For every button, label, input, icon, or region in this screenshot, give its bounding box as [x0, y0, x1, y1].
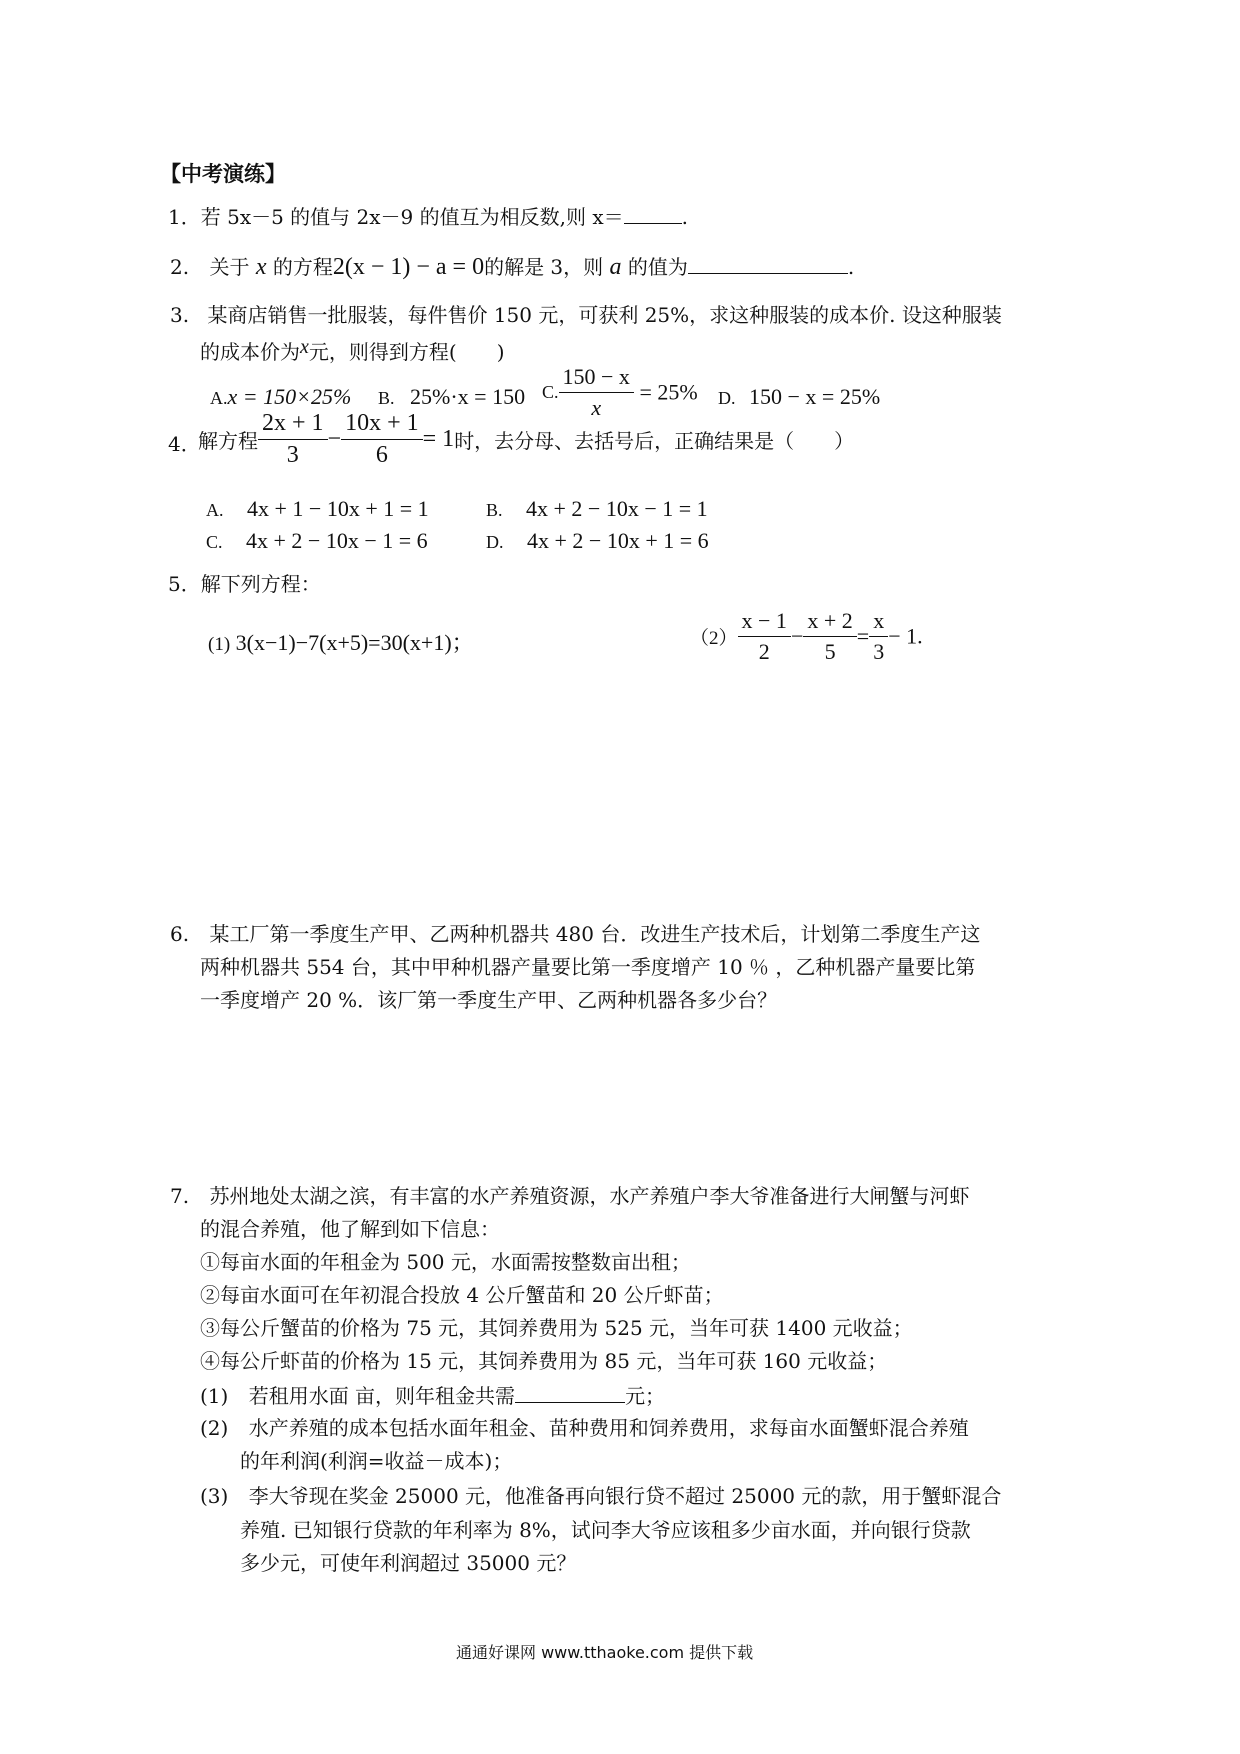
section-heading: 【中考演练】: [160, 161, 286, 186]
question-6-line-1: [170, 924, 980, 944]
question-3-line-2: [200, 337, 505, 362]
question-4-option-a: [206, 496, 429, 522]
question-2-number: 2.: [170, 255, 190, 279]
question-7-number: 7.: [170, 1184, 190, 1208]
question-4-option-c-text: 4x + 2 − 10x − 1 = 6: [246, 528, 428, 553]
question-2-pre: 关于: [209, 255, 250, 279]
question-1-text: 若 5x－5 的值与 2x－9 的值互为相反数,则 x＝: [200, 205, 624, 229]
question-7-info-1: ①每亩水面的年租金为 500 元，水面需按整数亩出租；: [200, 1250, 691, 1274]
question-3-option-c-label: C.: [542, 382, 559, 402]
question-2-post: 的解是 3，则: [484, 255, 604, 279]
question-5-part-2-fraction-2-denominator: 5: [824, 639, 836, 664]
question-3-text-1: 某商店销售一批服装，每件售价 150 元，可获利 25%，求这种服装的成本价. 设这种服装: [207, 303, 1002, 327]
question-7-sub-3-text-3: 多少元，可使年利润超过 35000 元？: [240, 1551, 577, 1575]
question-3-option-a: [210, 384, 351, 410]
question-5-part-2-fraction-3-denominator: 3: [873, 639, 885, 664]
question-3-number: 3.: [170, 303, 190, 327]
question-7-sub-2-text-1: 水产养殖的成本包括水面年租金、苗种费用和饲养费用，求每亩水面蟹虾混合养殖: [248, 1416, 969, 1440]
question-5-number: 5．: [168, 572, 201, 596]
question-7-info-4: ④每公斤虾苗的价格为 15 元，其饲养费用为 85 元，当年可获 160 元收益；: [200, 1349, 888, 1373]
question-3-option-c-denominator: x: [591, 395, 602, 420]
question-1: [168, 205, 688, 227]
question-4-option-a-label: A.: [206, 500, 224, 520]
question-7-info-2: ②每亩水面可在年初混合投放 4 公斤蟹苗和 20 公斤虾苗；: [200, 1283, 724, 1307]
question-4-fraction-1: [258, 410, 328, 469]
question-4-line-1: [168, 386, 201, 454]
question-7-sub-1-answer-blank[interactable]: [515, 1384, 625, 1403]
question-5-part-2-fraction-3: [869, 608, 888, 665]
question-7-sub-3: [200, 1486, 1001, 1506]
question-7-sub-2: [200, 1418, 969, 1438]
question-5-part-1-equation: 3(x−1)−7(x+5)=30(x+1)；: [235, 630, 474, 655]
question-5-part-2-equals: =: [856, 623, 870, 649]
question-4-option-b-text: 4x + 2 − 10x − 1 = 1: [526, 496, 708, 521]
question-5-part-1: [208, 626, 474, 657]
question-1-end: .: [681, 205, 688, 229]
question-4-equation: [198, 410, 854, 469]
question-7-sub-2-label: (2): [200, 1416, 229, 1440]
question-3-text-3: 元，则得到方程( ): [308, 340, 505, 364]
question-2: [170, 255, 854, 279]
question-6-text-3: 一季度增产 20 %．该厂第一季度生产甲、乙两种机器各多少台？: [200, 988, 778, 1012]
question-3-var: x: [300, 336, 309, 358]
question-4-option-d-label: D.: [486, 532, 504, 552]
question-2-mid: 的方程: [272, 255, 333, 279]
question-4-pre: 解方程: [198, 429, 258, 453]
question-3-line-1: [170, 305, 1002, 325]
question-2-post2: 的值为: [627, 255, 688, 279]
question-6-number: 6.: [170, 922, 190, 946]
question-3-option-d: [718, 384, 880, 410]
question-3-option-c-rest: = 25%: [639, 379, 698, 405]
question-7-sub-3-text-1: 李大爷现在奖金 25000 元，他准备再向银行贷不超过 25000 元的款，用于蟹虾混合: [248, 1484, 1002, 1508]
question-3-option-a-text: x = 150×25%: [227, 384, 352, 409]
question-4-fraction-1-numerator: 2x + 1: [258, 410, 328, 440]
question-4-fraction-1-denominator: 3: [286, 442, 299, 468]
question-4-option-a-text: 4x + 1 − 10x + 1 = 1: [247, 496, 429, 521]
question-5-part-2-fraction-1-numerator: x − 1: [738, 608, 791, 637]
question-2-var: x: [255, 254, 267, 280]
question-7-line-1: [170, 1186, 969, 1206]
question-5-part-2-rest: − 1.: [888, 623, 923, 649]
question-4-option-d: [486, 528, 709, 554]
question-4-post: 时，去分母、去括号后，正确结果是（ ）: [454, 429, 855, 453]
question-3-option-c-numerator: 150 − x: [559, 364, 634, 393]
question-1-number: 1．: [168, 205, 201, 229]
question-7-sub-2-text-2: 的年利润(利润=收益－成本)；: [240, 1449, 513, 1473]
question-7-sub-1-end: 元；: [625, 1384, 666, 1408]
question-2-end: .: [847, 255, 855, 279]
question-4-option-c: [206, 528, 428, 554]
question-3-text-2: 的成本价为: [200, 340, 300, 364]
question-3-option-d-label: D.: [718, 388, 736, 408]
question-5-part-2-fraction-1: [738, 608, 791, 665]
question-7-text-1: 苏州地处太湖之滨，有丰富的水产养殖资源，水产养殖户李大爷准备进行大闸蟹与河虾: [209, 1184, 970, 1208]
question-4-equals: = 1: [422, 426, 455, 452]
question-5: [168, 574, 321, 594]
question-4-fraction-2-numerator: 10x + 1: [341, 410, 423, 440]
question-5-part-2-label: （2）: [690, 628, 738, 649]
question-4-number: 4．: [168, 432, 201, 456]
question-5-part-2-fraction-3-numerator: x: [869, 608, 888, 637]
question-2-equation: 2(x − 1) − a = 0: [332, 254, 485, 280]
question-4-fraction-2-denominator: 6: [375, 442, 388, 468]
question-3-option-d-text: 150 − x = 25%: [749, 384, 881, 409]
question-5-part-2-fraction-2-numerator: x + 2: [803, 608, 856, 637]
question-5-part-2-fraction-2: [803, 608, 856, 665]
question-7-sub-3-text-2: 养殖. 已知银行贷款的年利率为 8%，试问李大爷应该租多少亩水面，并向银行贷款: [240, 1518, 971, 1542]
question-7-sub-1-label: (1): [200, 1384, 229, 1408]
question-5-part-2: [690, 608, 923, 665]
question-2-var2: a: [609, 254, 622, 280]
question-7-text-2: 的混合养殖，他了解到如下信息：: [200, 1217, 500, 1241]
question-5-text: 解下列方程：: [200, 572, 321, 596]
question-4-option-c-label: C.: [206, 532, 223, 552]
question-2-answer-blank[interactable]: [688, 255, 848, 274]
question-4-fraction-2: [341, 410, 423, 469]
question-5-part-2-minus: −: [790, 623, 804, 649]
question-4-option-b: [486, 496, 708, 522]
question-3-option-b: [378, 384, 525, 410]
question-6-text-2: 两种机器共 554 台，其中甲种机器产量要比第一季度增产 10 ％ ，乙种机器产量要比第: [200, 955, 976, 979]
question-3-option-b-label: B.: [378, 388, 395, 408]
question-1-answer-blank[interactable]: [624, 205, 682, 224]
question-6-text-1: 某工厂第一季度生产甲、乙两种机器共 480 台．改进生产技术后，计划第二季度生产这: [209, 922, 981, 946]
question-5-part-2-fraction-1-denominator: 2: [758, 639, 770, 664]
page-footer: 通通好课网 www.tthaoke.com 提供下载: [456, 1643, 754, 1662]
question-7-sub-3-label: (3): [200, 1484, 229, 1508]
question-7-info-3: ③每公斤蟹苗的价格为 75 元，其饲养费用为 525 元，当年可获 1400 元收益；: [200, 1316, 913, 1340]
question-5-part-1-label: (1): [208, 634, 231, 655]
question-7-sub-1: [200, 1384, 665, 1406]
question-3-option-b-text: 25%·x = 150: [410, 384, 526, 409]
question-4-option-b-label: B.: [486, 500, 503, 520]
question-4-minus: −: [327, 426, 342, 452]
question-3-option-a-label: A.: [210, 388, 228, 408]
question-7-sub-1-text: 若租用水面 亩，则年租金共需: [248, 1384, 516, 1408]
question-4-option-d-text: 4x + 2 − 10x + 1 = 6: [527, 528, 709, 553]
